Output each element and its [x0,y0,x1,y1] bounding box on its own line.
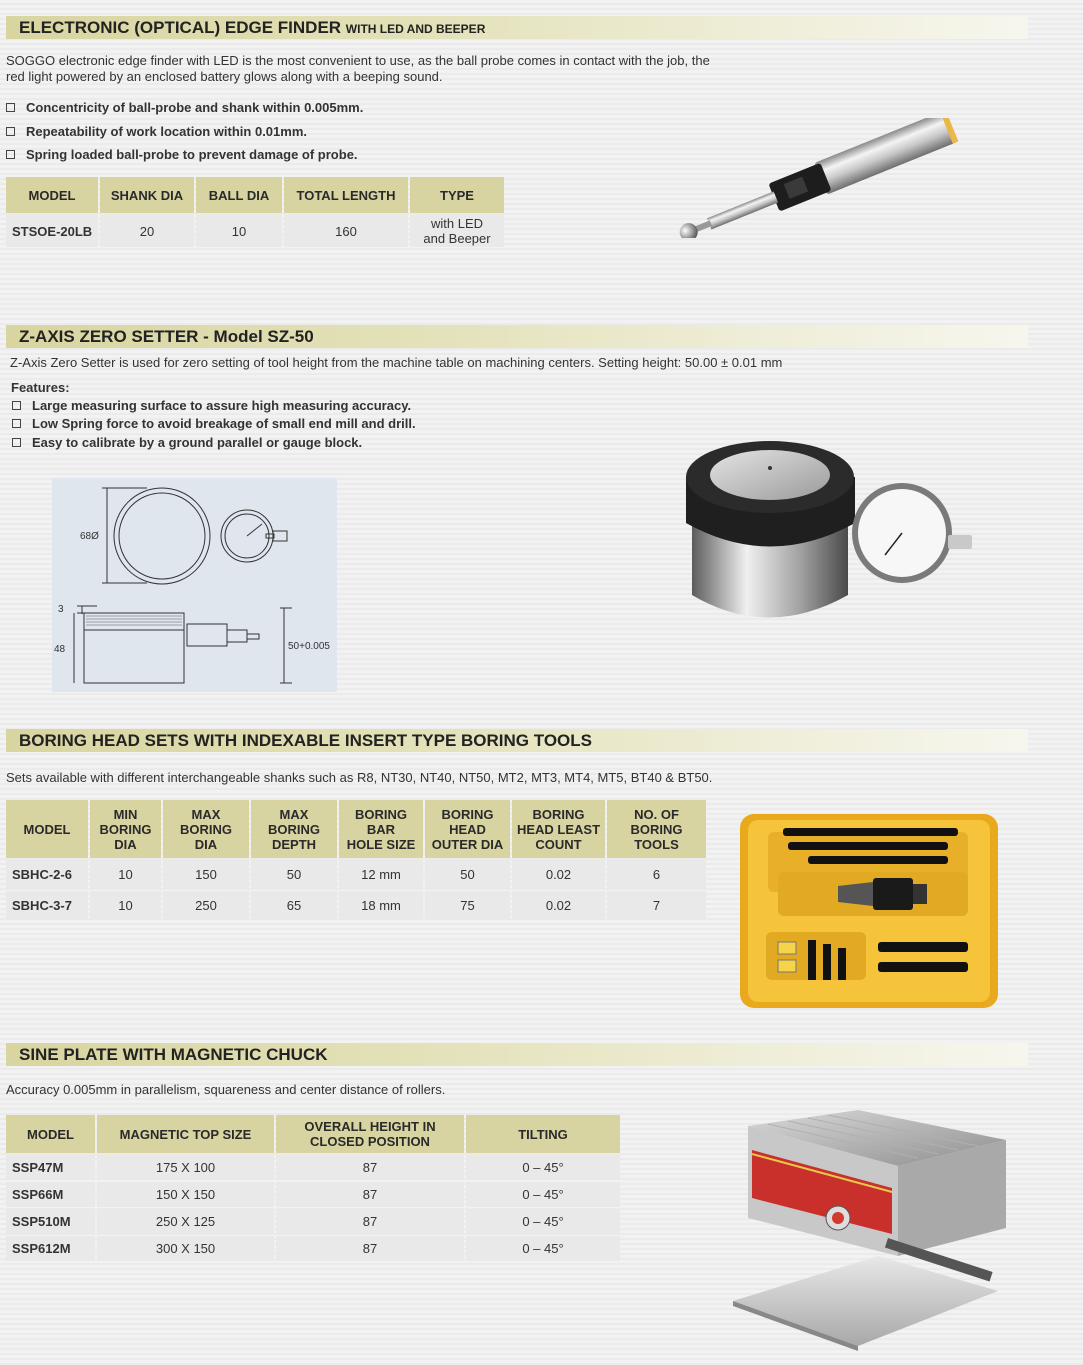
table-row [6,1209,620,1234]
edge-finder-title-small: WITH LED AND BEEPER [345,22,486,36]
boring-head-set-image [738,812,1000,1010]
table-cell: 87 [276,1155,464,1180]
col-header: TYPE [410,177,504,213]
table-cell: 300 X 150 [97,1236,274,1261]
header-line: DIA [114,836,137,852]
table-cell: 0 – 45° [466,1155,620,1180]
col-header [97,1115,274,1153]
zero-setter-bullet [12,416,416,432]
diameter-label: 68Ø [80,531,99,542]
type-line-1: with LED [430,216,484,231]
header-line: MAX [279,806,309,822]
sine-plate-image [728,1106,1010,1351]
model-cell: SSP47M [6,1155,95,1180]
table-cell: 50 [425,860,510,889]
table-header-row [6,800,706,858]
header-line: HEAD LEAST [516,821,601,837]
header-line: OVERALL HEIGHT IN [304,1119,436,1134]
header-line: HEAD [449,821,486,837]
table-cell: 75 [425,891,510,920]
header-line: BORING [268,821,320,837]
edge-finder-title: ELECTRONIC (OPTICAL) EDGE FINDER [19,18,342,37]
header-line: TOOLS [634,836,679,852]
type-cell [410,215,504,247]
features-label: Features: [11,380,70,395]
table-cell: 0 – 45° [466,1236,620,1261]
col-header [90,800,161,858]
table-cell: 12 mm [339,860,423,889]
col-header [251,800,337,858]
col-header [6,1115,95,1153]
sine-plate-title: SINE PLATE WITH MAGNETIC CHUCK [19,1045,328,1064]
col-header [6,800,88,858]
col-header [163,800,249,858]
bullet-text: Low Spring force to avoid breakage of small end mill and drill. [32,416,416,431]
col-header: MODEL [6,177,98,213]
table-cell: 87 [276,1209,464,1234]
header-line: BORING [99,821,152,837]
table-cell: 175 X 100 [97,1155,274,1180]
boring-head-table [4,798,708,922]
header-line: TILTING [518,1126,568,1142]
boring-head-description: Sets available with different interchangeable shanks such as R8, NT30, NT40, NT50, MT2, MT3, MT4, MT5, BT40 & BT50. [6,770,713,785]
checkbox-icon [6,127,15,136]
height-label: 48 [54,644,66,655]
table-cell: 50 [251,860,337,889]
col-header [512,800,605,858]
header-line: DEPTH [271,836,317,852]
col-header: TOTAL LENGTH [284,177,408,213]
checkbox-icon [12,438,21,447]
bullet-text: Repeatability of work location within 0.01mm. [26,124,307,139]
col-header [276,1115,464,1153]
table-row [6,891,706,920]
table-cell: 87 [276,1182,464,1207]
model-cell: SBHC-3-7 [6,891,88,920]
col-header [425,800,510,858]
top-label: 3 [58,604,64,615]
table-cell: 250 [163,891,249,920]
header-line: BORING [532,806,585,822]
col-header [607,800,706,858]
sine-plate-table [4,1113,622,1263]
edge-finder-heading [6,16,1028,39]
edge-finder-table [4,175,506,249]
header-line: MODEL [27,1126,74,1142]
table-cell: 10 [90,891,161,920]
header-line: MAX [191,806,221,822]
bullet-text: Spring loaded ball-probe to prevent damage of probe. [26,147,358,162]
checkbox-icon [6,150,15,159]
edge-finder-bullet [6,100,363,116]
table-cell: 0 – 45° [466,1209,620,1234]
bullet-text: Concentricity of ball-probe and shank within 0.005mm. [26,100,364,115]
model-cell: SSP612M [6,1236,95,1261]
table-row [6,860,706,889]
bullet-text: Large measuring surface to assure high measuring accuracy. [32,398,412,413]
bullet-text: Easy to calibrate by a ground parallel or gauge block. [32,435,363,450]
col-header: SHANK DIA [100,177,194,213]
table-cell: 0.02 [512,891,605,920]
table-cell: 0 – 45° [466,1182,620,1207]
table-cell: 7 [607,891,706,920]
header-line: BORING [441,806,494,822]
table-cell: 10 [196,215,282,247]
header-line: BAR [366,821,396,837]
header-line: MIN [113,806,138,822]
checkbox-icon [12,419,21,428]
table-cell: 18 mm [339,891,423,920]
zero-setter-title: Z-AXIS ZERO SETTER - Model SZ-50 [19,327,314,346]
header-line: BORING [630,821,683,837]
edge-finder-bullet [6,147,358,163]
zero-setter-drawing [52,478,337,692]
table-cell: 20 [100,215,194,247]
edge-finder-description-line-1: SOGGO electronic edge finder with LED is the most convenient to use, as the ball probe comes in contact with the job, the [6,53,710,68]
boring-head-heading [6,729,1028,752]
header-line: OUTER DIA [431,836,504,852]
model-cell: STSOE-20LB [6,215,98,247]
edge-finder-description [6,53,766,85]
header-line: MAGNETIC TOP SIZE [119,1126,252,1142]
header-line: MODEL [23,821,71,837]
model-cell: SSP66M [6,1182,95,1207]
zero-setter-description: Z-Axis Zero Setter is used for zero setting of tool height from the machine table on machining centers. Setting height: 50.00 ± 0.01 mm [10,355,783,370]
header-line: HOLE SIZE [346,836,416,852]
sine-plate-description: Accuracy 0.005mm in parallelism, squareness and center distance of rollers. [6,1082,446,1097]
type-line-2: and Beeper [423,231,491,246]
table-row [6,1155,620,1180]
table-cell: 160 [284,215,408,247]
header-line: NO. OF [634,806,679,822]
table-cell: 150 [163,860,249,889]
zero-setter-image [680,435,980,625]
header-line: DIA [194,836,218,852]
zero-setter-heading [6,325,1028,348]
zero-setter-bullet [12,398,411,414]
table-cell: 10 [90,860,161,889]
model-cell: SBHC-2-6 [6,860,88,889]
header-line: COUNT [535,836,582,852]
header-line: CLOSED POSITION [310,1134,430,1149]
table-cell: 87 [276,1236,464,1261]
header-line: BORING [180,821,232,837]
setting-label: 50+0.005 [288,641,330,652]
table-row [6,1236,620,1261]
table-cell: 0.02 [512,860,605,889]
col-header [466,1115,620,1153]
model-cell: SSP510M [6,1209,95,1234]
table-cell: 250 X 125 [97,1209,274,1234]
edge-finder-description-line-2: red light powered by an enclosed battery glows along with a beeping sound. [6,69,443,84]
table-header-row [6,1115,620,1153]
table-cell: 150 X 150 [97,1182,274,1207]
header-line: BORING [355,806,407,822]
boring-head-title: BORING HEAD SETS WITH INDEXABLE INSERT TYPE BORING TOOLS [19,731,593,750]
checkbox-icon [6,103,15,112]
checkbox-icon [12,401,21,410]
table-cell: 65 [251,891,337,920]
edge-finder-image [660,118,970,238]
sine-plate-heading [6,1043,1028,1066]
table-row [6,1182,620,1207]
col-header: BALL DIA [196,177,282,213]
table-row [6,215,504,247]
col-header [339,800,423,858]
edge-finder-bullet [6,124,307,140]
table-header-row [6,177,504,213]
zero-setter-bullet [12,435,362,451]
table-cell: 6 [607,860,706,889]
